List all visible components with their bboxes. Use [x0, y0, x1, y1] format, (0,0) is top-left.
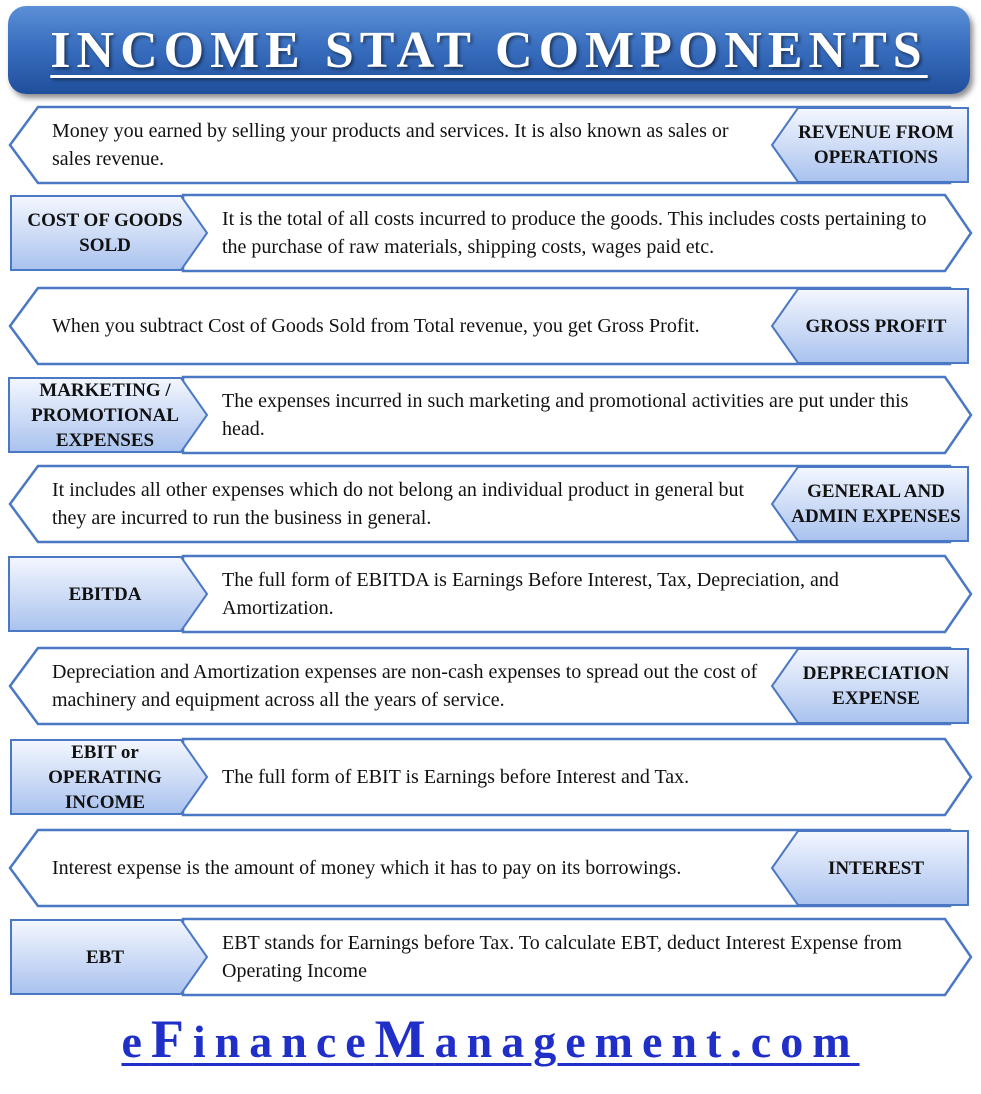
component-label: REVENUE FROM OPERATIONS	[798, 122, 954, 168]
component-row	[0, 645, 981, 727]
component-description: Depreciation and Amortization expenses are non-cash expenses to spread out the cost of machinery and equipment across all the years of service.	[52, 661, 758, 711]
component-label: GROSS PROFIT	[805, 315, 947, 337]
site-link-e: e	[121, 1016, 151, 1067]
component-row	[0, 104, 981, 186]
component-row	[0, 463, 981, 545]
component-row	[0, 553, 981, 635]
component-row	[0, 374, 981, 456]
site-link-com: .com	[730, 1016, 860, 1067]
component-label: DEPRECIATION EXPENSE	[802, 663, 950, 709]
component-description: The full form of EBIT is Earnings before Interest and Tax.	[222, 766, 690, 788]
component-description: Money you earned by selling your products and services. It is also known as sales or sales revenue.	[52, 120, 729, 170]
component-row	[0, 827, 981, 909]
component-label: EBITDA	[68, 583, 142, 605]
component-description: The expenses incurred in such marketing and promotional activities are put under this head.	[222, 390, 909, 440]
component-description: When you subtract Cost of Goods Sold from Total revenue, you get Gross Profit.	[52, 315, 700, 337]
component-label: COST OF GOODS SOLD	[27, 210, 183, 256]
component-description: The full form of EBITDA is Earnings Before Interest, Tax, Depreciation, and Amortization.	[222, 569, 839, 619]
component-row	[0, 192, 981, 274]
component-label: INTEREST	[827, 857, 925, 879]
component-row	[0, 736, 981, 818]
site-link-m: M	[374, 1009, 435, 1069]
component-description: It includes all other expenses which do not belong an individual product in general but they are incurred to run the business in general.	[52, 479, 745, 529]
site-link-inance: inance	[192, 1016, 375, 1067]
component-description: Interest expense is the amount of money which it has to pay on its borrowings.	[52, 857, 682, 879]
site-link[interactable]	[121, 1009, 860, 1069]
component-description: It is the total of all costs incurred to produce the goods. This includes costs pertaining to the purchase of raw materials, shipping costs, wages paid etc.	[222, 208, 927, 258]
footer	[0, 1008, 981, 1070]
page-title: INCOME STAT COMPONENTS	[50, 21, 928, 79]
component-label: EBT	[85, 946, 125, 968]
component-label: GENERAL AND ADMIN EXPENSES	[791, 481, 961, 527]
site-link-f: F	[150, 1009, 193, 1069]
title-banner	[8, 6, 970, 94]
site-link-anagement: anagement	[434, 1016, 731, 1067]
component-label: EBIT or OPERATING INCOME	[48, 741, 162, 813]
component-description: EBT stands for Earnings before Tax. To calculate EBT, deduct Interest Expense from Operating Income	[222, 932, 902, 982]
component-row	[0, 916, 981, 998]
component-label: MARKETING / PROMOTIONAL EXPENSES	[31, 379, 179, 451]
component-row	[0, 285, 981, 367]
